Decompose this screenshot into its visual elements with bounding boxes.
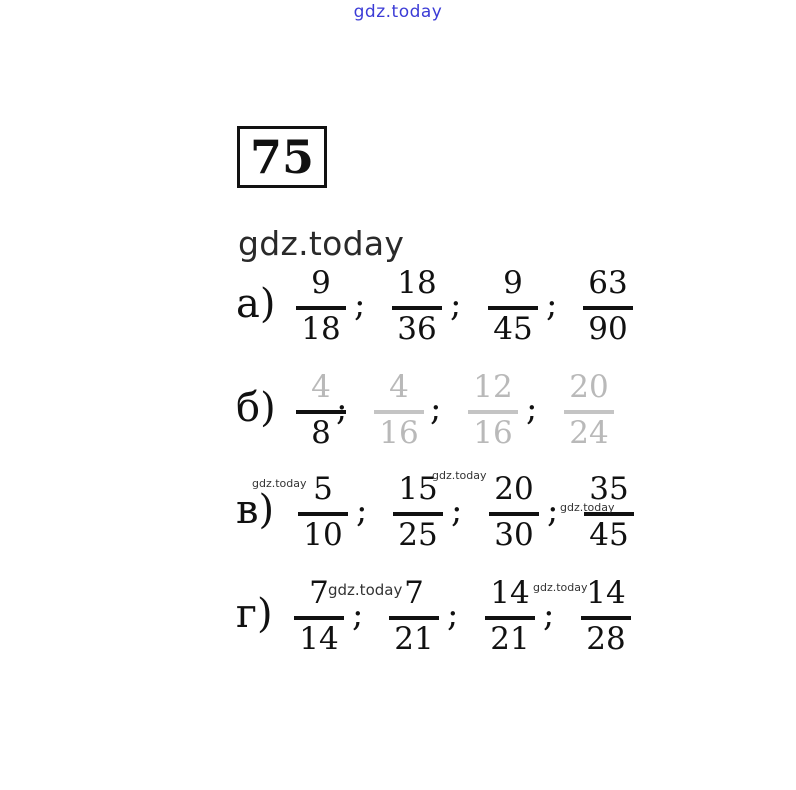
watermark-small: gdz.today <box>328 581 403 599</box>
fraction <box>485 576 535 660</box>
numerator: 15 <box>398 471 438 507</box>
fraction-bar <box>389 616 439 620</box>
fraction <box>468 370 518 454</box>
row-b <box>236 370 656 454</box>
fraction-bar <box>485 616 535 620</box>
numerator: 63 <box>588 265 628 301</box>
separator: ; <box>526 389 538 429</box>
fraction-bar <box>392 306 442 310</box>
denominator: 21 <box>490 621 530 657</box>
numerator: 35 <box>589 471 629 507</box>
fraction-bar <box>294 616 344 620</box>
row-label: а) <box>236 281 276 327</box>
numerator: 14 <box>586 575 626 611</box>
fraction <box>488 266 538 350</box>
numerator: 7 <box>404 575 424 611</box>
watermark-small: gdz.today <box>533 581 588 594</box>
numerator: 7 <box>309 575 329 611</box>
separator: ; <box>451 491 463 531</box>
denominator: 36 <box>397 311 437 347</box>
separator: ; <box>336 389 348 429</box>
fraction-bar <box>296 306 346 310</box>
denominator: 16 <box>379 415 419 451</box>
separator: ; <box>546 285 558 325</box>
fraction <box>393 472 443 556</box>
fraction <box>489 472 539 556</box>
denominator: 21 <box>394 621 434 657</box>
numerator: 14 <box>490 575 530 611</box>
denominator: 8 <box>311 415 331 451</box>
separator: ; <box>352 595 364 635</box>
watermark-small: gdz.today <box>252 477 307 490</box>
row-a <box>236 266 656 350</box>
denominator: 16 <box>473 415 513 451</box>
fraction-bar <box>374 410 424 414</box>
numerator: 4 <box>311 369 331 405</box>
fraction-bar <box>393 512 443 516</box>
numerator: 9 <box>311 265 331 301</box>
numerator: 5 <box>313 471 333 507</box>
fraction <box>296 266 346 350</box>
fraction-bar <box>298 512 348 516</box>
denominator: 90 <box>588 311 628 347</box>
numerator: 20 <box>569 369 609 405</box>
fraction-bar <box>488 306 538 310</box>
denominator: 10 <box>303 517 343 553</box>
fraction <box>564 370 614 454</box>
numerator: 20 <box>494 471 534 507</box>
fraction <box>581 576 631 660</box>
row-g <box>236 576 656 660</box>
numerator: 18 <box>397 265 437 301</box>
fraction-bar <box>564 410 614 414</box>
row-label: б) <box>236 385 276 431</box>
row-label: г) <box>236 591 273 637</box>
separator: ; <box>450 285 462 325</box>
watermark-small: gdz.today <box>432 469 487 482</box>
fraction-bar <box>489 512 539 516</box>
numerator: 12 <box>473 369 513 405</box>
denominator: 30 <box>494 517 534 553</box>
denominator: 25 <box>398 517 438 553</box>
denominator: 45 <box>493 311 533 347</box>
separator: ; <box>543 595 555 635</box>
numerator: 9 <box>503 265 523 301</box>
denominator: 45 <box>589 517 629 553</box>
fraction-bar <box>468 410 518 414</box>
separator: ; <box>354 285 366 325</box>
denominator: 14 <box>299 621 339 657</box>
separator: ; <box>547 491 559 531</box>
fraction <box>583 266 633 350</box>
row-label: в) <box>236 487 275 533</box>
separator: ; <box>447 595 459 635</box>
watermark-large: gdz.today <box>238 224 405 263</box>
denominator: 28 <box>586 621 626 657</box>
numerator: 4 <box>389 369 409 405</box>
fraction-bar <box>581 616 631 620</box>
task-number: 75 <box>237 126 327 188</box>
watermark-top: gdz.today <box>353 2 443 22</box>
watermark-small: gdz.today <box>560 501 615 514</box>
denominator: 18 <box>301 311 341 347</box>
fraction <box>374 370 424 454</box>
separator: ; <box>356 491 368 531</box>
fraction <box>584 472 634 556</box>
separator: ; <box>430 389 442 429</box>
fraction-bar <box>583 306 633 310</box>
fraction <box>392 266 442 350</box>
denominator: 24 <box>569 415 609 451</box>
